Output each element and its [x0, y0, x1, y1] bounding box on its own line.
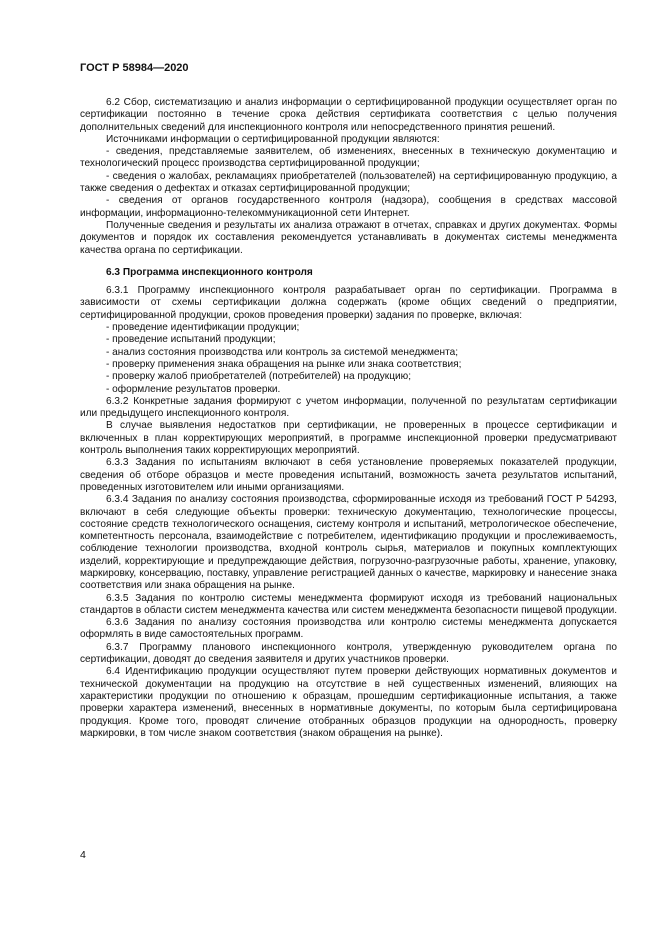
list-item: - проведение идентификации продукции;: [106, 322, 300, 334]
document-body: [80, 97, 617, 740]
paragraph-6-3-5: 6.3.5 Задания по контролю системы менеджмента формируют исходя из требований национальных стандартов в области систем менеджмента качества или систем менеджмента безопасности пищевой продукции.: [80, 592, 618, 616]
paragraph-results: Полученные сведения и результаты их анализа отражают в отчетах, справках и других документах. Формы документов и порядок их составления рекомендуется устанавливать в документах системы менеджмента качества органа по сертификации.: [80, 219, 617, 256]
section-6-3-title: 6.3 Программа инспекционного контроля: [106, 266, 313, 278]
list-item: - проведение испытаний продукции;: [106, 334, 276, 346]
paragraph-6-4: 6.4 Идентификацию продукции осуществляют путем проверки действующих нормативных документов и технической документации на продукцию на отсутствие в ней существенных изменений, влияющих на характеристики продукции по отношению к образцам, прошедшим сертификационные испытания, а также проверки характера изменений, внесенных в нормативные документы, по которым была сертифицирована продукция. Кроме того, проводят сличение отобранных образцов продукции на однородность, проверку маркировки, в том числе знаком соответствия (знаком обращения на рынке).: [80, 666, 617, 739]
list-item: - проверку жалоб приобретателей (потребителей) на продукцию;: [106, 371, 412, 383]
paragraph-6-3-4: 6.3.4 Задания по анализу состояния производства, сформированные исходя из требований ГОСТ Р 54293, включают в себя следующие объекты проверки: техническую документацию, технологические процессы, состояние средств технологического оснащения, систему контроля и испытаний, метрологическое обеспечение, компетентность персонала, взаимодействие с потребителем, идентификацию продукции и прослеживаемость, соблюдение технологии производства, входной контроль сырья, материалов и покупных комплектующих изделий, корректирующие и предупреждающие действия, погрузочно-разгрузочные работы, хранение, упаковку, маркировку, консервацию, поставку, управление регистрацией данных о качестве, маркировку и нанесение знака соответствия или знака обращения на рынке.: [80, 494, 617, 592]
paragraph-6-3-1: 6.3.1 Программу инспекционного контроля разрабатывает орган по сертификации. Программа в зависимости от схемы сертификации должна содержать (кроме общих сведений о предприятии, сертифицированной продукции, сроков проведения проверки) задания по проверке, включая:: [80, 285, 617, 321]
paragraph-6-2: 6.2 Сбор, систематизацию и анализ информации о сертифицированной продукции осуществляет орган по сертификации постоянно в течение срока действия сертификата соответствия с целью получения дополнительных сведений для инспекционного контроля или непосредственного принятия решений.: [80, 97, 617, 133]
paragraph-source-authorities: - сведения от органов государственного контроля (надзора), сообщения в средствах массовой информации, информационно-телекоммуникационной сети Интернет.: [80, 195, 617, 219]
paragraph-source-applicant: - сведения, представляемые заявителем, об изменениях, внесенных в техническую документацию и технологический процесс производства сертифицированной продукции;: [80, 146, 617, 170]
list-item: - оформление результатов проверки.: [106, 383, 281, 395]
paragraph-sources-intro: Источниками информации о сертифицированной продукции являются:: [106, 133, 440, 145]
paragraph-deficiencies: В случае выявления недостатков при сертификации, не проверенных в процессе сертификации и включенных в план корректирующих мероприятий, в программе инспекционной проверки предусматривают контроль выполнения таких корректирующих мероприятий.: [80, 420, 617, 457]
paragraph-6-3-7: 6.3.7 Программу планового инспекционного контроля, утвержденную руководителем органа по сертификации, доводят до сведения заявителя и других участников проверки.: [80, 641, 617, 666]
paragraph-6-3-6: 6.3.6 Задания по анализу состояния производства или контролю системы менеджмента допускается оформлять в виде самостоятельных программ.: [80, 617, 617, 641]
paragraph-source-complaints: - сведения о жалобах, рекламациях приобретателей (пользователей) на сертифицированную продукцию, а также сведения о дефектах и отказах сертифицированной продукции;: [80, 170, 617, 195]
paragraph-6-3-2: 6.3.2 Конкретные задания формируют с учетом информации, полученной по результатам сертификации или предыдущего инспекционного контроля.: [80, 395, 617, 420]
list-item: - анализ состояния производства или контроль за системой менеджмента;: [106, 346, 459, 358]
list-item: - проверку применения знака обращения на рынке или знака соответствия;: [106, 358, 462, 370]
standard-header: ГОСТ Р 58984—2020: [80, 62, 189, 74]
paragraph-6-3-3: 6.3.3 Задания по испытаниям включают в себя установление проверяемых показателей продукции, сведения об отборе образцов и месте проведения испытаний, возможность зачета результатов испытаний, проведенных изготовителем или иными организациями.: [80, 457, 617, 493]
page-number: 4: [80, 849, 86, 861]
